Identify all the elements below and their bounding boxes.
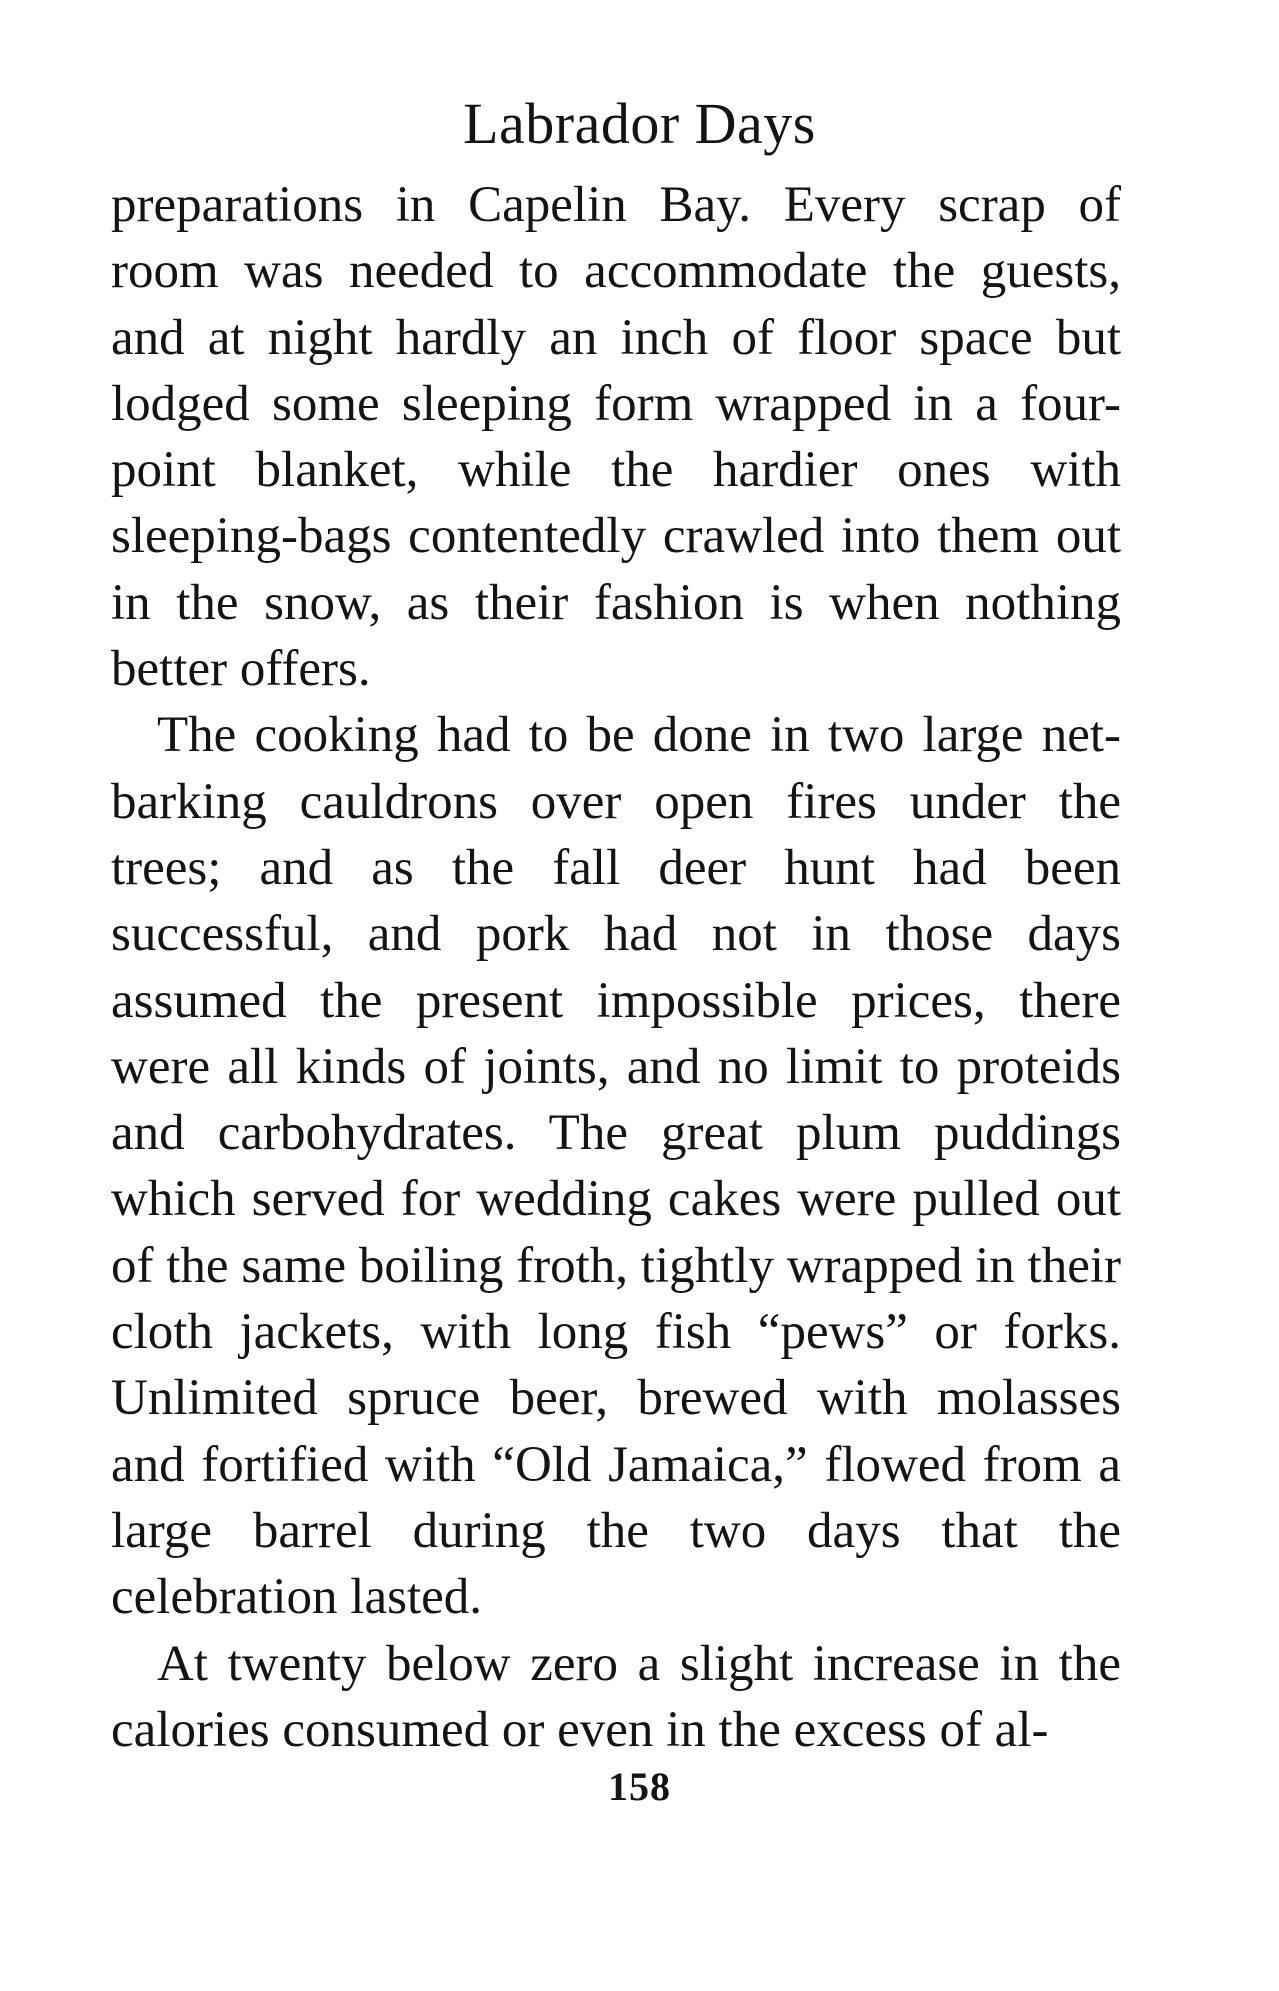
paragraph-continued: preparations in Capelin Bay. Every scrap of room was needed to accommodate the guests, and at night hardly an inch of floor space but lodged some sleeping form wrapped in a four-point blanket, while the hardier ones with sleeping-bags contentedly crawled into them out in the snow, as their fashion is when nothing better offers.	[111, 177, 1121, 698]
page-number: 158	[608, 1764, 671, 1809]
body-text	[111, 172, 1121, 1763]
paragraph-twenty-below: At twenty below zero a slight increase in the calories consumed or even in the excess of al-	[111, 1635, 1121, 1758]
paragraph-cooking: The cooking had to be done in two large net-barking cauldrons over open fires under the trees; and as the fall deer hunt had been successful, and pork had not in those days assumed the present impossible prices, there were all kinds of joints, and no limit to proteids and carbohydrates. The great plum puddings which served for wedding cakes were pulled out of the same boiling froth, tightly wrapped in their cloth jackets, with long fish “pews” or forks. Unlimited spruce beer, brewed with molasses and fortified with “Old Jamaica,” flowed from a large barrel during the two days that the celebration lasted.	[111, 707, 1121, 1626]
running-title: Labrador Days	[463, 91, 816, 156]
